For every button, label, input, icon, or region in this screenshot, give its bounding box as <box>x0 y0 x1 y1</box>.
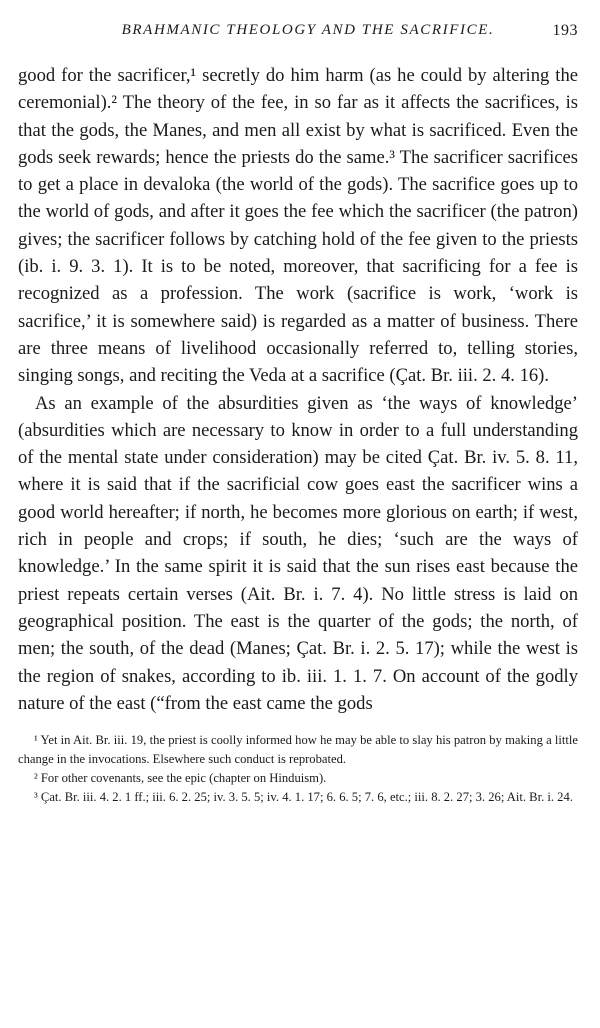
page-number: 193 <box>552 22 578 39</box>
book-page <box>18 22 578 806</box>
body-text <box>18 62 578 717</box>
body-paragraph: As an example of the absurdities given as ‘the ways of knowledge’ (absurdities which are necessary to know in order to a full understanding of the mental state under consideration) may be cited Çat. Br. iv. 5. 8. 11, where it is said that if the sacrificial cow goes east the sacrificer wins a good world hereafter; if north, he becomes more glorious on earth; if west, rich in people and crops; if south, he dies; ‘such are the ways of knowledge.’ In the same spirit it is said that the sun rises east because the priest repeats certain verses (Ait. Br. i. 7. 4). No little stress is laid on geographical position. The east is the quarter of the gods; the north, of men; the south, of the dead (Manes; Çat. Br. i. 2. 5. 17); while the west is the region of snakes, according to ib. iii. 1. 1. 7. On account of the godly nature of the east (“from the east came the gods <box>18 392 578 714</box>
footnote-1: ¹ Yet in Ait. Br. iii. 19, the priest is coolly informed how he may be able to slay his patron by making a little change in the invocations. Elsewhere such conduct is reprobated. <box>18 733 578 766</box>
body-paragraph-continued: good for the sacrificer,¹ secretly do him harm (as he could by altering the ceremonial).² The theory of the fee, in so far as it affects the sacrifices, is that the gods, the Manes, and men all exist by what is sacrificed. Even the gods seek rewards; hence the priests do the same.³ The sacrificer sacrifices to get a place in devaloka (the world of the gods). The sacrifice goes up to the world of gods, and after it goes the fee which the sacrificer (the patron) gives; the sacrificer follows by catching hold of the fee given to the priests (ib. i. 9. 3. 1). It is to be noted, moreover, that sacrificing for a fee is recognized as a profession. The work (sacrifice is work, ‘work is sacrifice,’ it is somewhere said) is regarded as a matter of business. There are three means of livelihood occasionally referred to, telling stories, singing songs, and reciting the Veda at a sacrifice (Çat. Br. iii. 2. 4. 16). <box>18 65 578 387</box>
footnote-2: ² For other covenants, see the epic (chapter on Hinduism). <box>34 770 327 785</box>
footnote-3: ³ Çat. Br. iii. 4. 2. 1 ff.; iii. 6. 2. 25; iv. 3. 5. 5; iv. 4. 1. 17; 6. 6. 5; 7. 6, etc.; iii. 8. 2. 27; 3. 26; Ait. Br. i. 24. <box>34 789 573 804</box>
running-head <box>18 22 578 48</box>
running-head-title: BRAHMANIC THEOLOGY AND THE SACRIFICE. <box>121 22 495 38</box>
footnotes <box>18 731 578 806</box>
